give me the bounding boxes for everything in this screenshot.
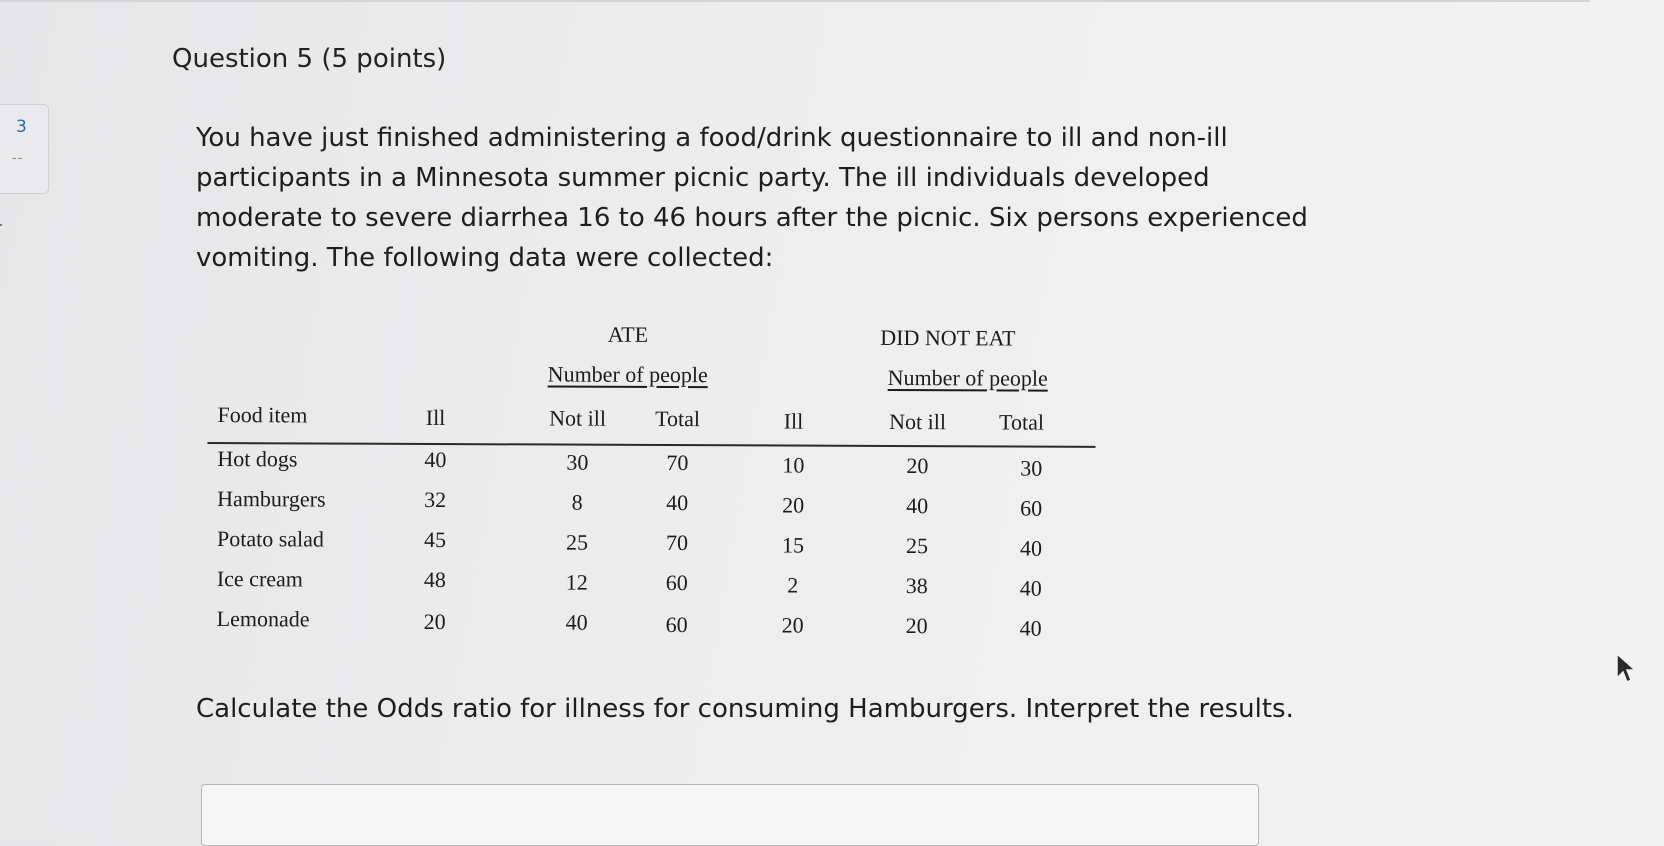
table-cell: 40 — [666, 490, 689, 516]
prompt-line: participants in a Minnesota summer picnic party. The ill individuals developed — [196, 163, 1210, 193]
table-cell: 8 — [571, 489, 583, 515]
table-cell: 2 — [787, 572, 799, 598]
question-nav-tab[interactable] — [0, 104, 49, 194]
table-cell: 10 — [782, 452, 805, 478]
table-cell: 40 — [424, 446, 447, 473]
table-row-food: Potato salad — [216, 526, 325, 552]
ate-group-header: ATE — [607, 321, 649, 347]
prompt-line: moderate to severe diarrhea 16 to 46 hours after the picnic. Six persons experienced — [196, 203, 1308, 233]
question-prompt — [196, 118, 1308, 278]
col-header-food-item: Food item — [217, 402, 308, 428]
table-cell: 15 — [781, 532, 805, 558]
food-data-table — [207, 316, 1098, 660]
table-cell: 30 — [566, 449, 589, 475]
col-header-dne-total: Total — [999, 409, 1045, 435]
table-cell: 25 — [565, 529, 589, 555]
table-cell: 45 — [423, 526, 447, 553]
table-cell: 40 — [1019, 575, 1042, 601]
prompt-line: You have just finished administering a food/drink questionnaire to ill and non-ill — [196, 123, 1228, 153]
col-header-ate-total: Total — [655, 405, 701, 432]
table-row-food: Hamburgers — [217, 486, 326, 512]
table-cell: 38 — [905, 573, 928, 599]
table-row-food: Ice cream — [216, 566, 304, 592]
table-row-food: Hot dogs — [217, 446, 298, 472]
table-cell: 40 — [1019, 535, 1043, 561]
table-cell: 20 — [423, 608, 446, 635]
table-cell: 32 — [424, 486, 447, 513]
table-cell: 25 — [905, 533, 929, 559]
table-cell: 20 — [781, 612, 804, 638]
table-row-food: Lemonade — [216, 606, 310, 632]
col-header-dne-not-ill: Not ill — [889, 408, 947, 435]
table-cell: 40 — [1019, 615, 1042, 641]
table-cell: 20 — [905, 613, 928, 639]
answer-input[interactable] — [201, 784, 1259, 846]
col-header-ate-not-ill: Not ill — [549, 405, 607, 431]
table-cell: 30 — [1020, 455, 1043, 481]
table-cell: 48 — [423, 566, 446, 593]
did-not-eat-group-header: DID NOT EAT — [880, 324, 1016, 351]
table-cell: 70 — [665, 530, 689, 556]
question-number[interactable]: 3 — [16, 117, 27, 137]
header-rule — [207, 442, 1095, 448]
table-cell: 60 — [1020, 495, 1043, 521]
col-header-ate-ill: Ill — [425, 404, 446, 431]
table-cell: 20 — [782, 492, 805, 518]
table-cell: 60 — [665, 570, 688, 596]
col-header-dne-ill: Ill — [783, 408, 804, 434]
task-instruction: Calculate the Odds ratio for illness for consuming Hamburgers. Interpret the results. — [196, 694, 1294, 724]
mouse-pointer-icon — [1614, 652, 1638, 686]
table-cell: 40 — [906, 493, 929, 519]
did-not-eat-subheader: Number of people — [887, 364, 1048, 391]
table-cell: 70 — [666, 450, 689, 476]
table-cell: 12 — [565, 569, 588, 595]
prompt-line: vomiting. The following data were collected: — [196, 243, 774, 273]
question-title: Question 5 (5 points) — [172, 44, 447, 74]
sidebar-mark — [0, 224, 2, 226]
table-cell: 20 — [906, 453, 929, 479]
question-status: -- — [12, 151, 24, 166]
table-cell: 40 — [565, 609, 588, 635]
top-divider — [0, 0, 1590, 2]
ate-subheader: Number of people — [547, 361, 708, 388]
table-cell: 60 — [665, 611, 688, 638]
